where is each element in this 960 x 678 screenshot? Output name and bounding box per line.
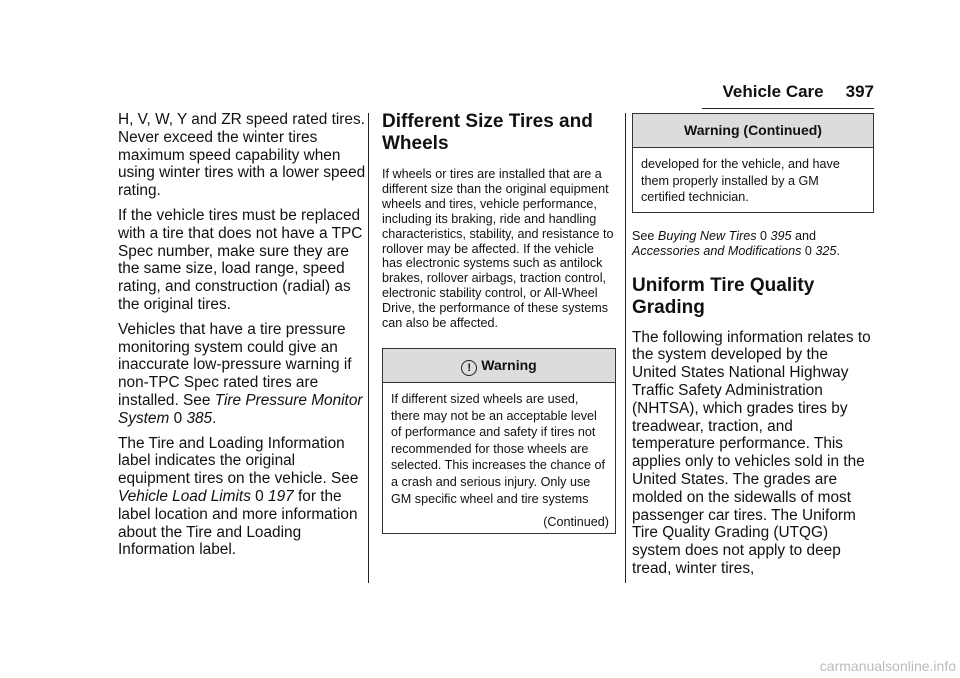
warning-icon: ! [461, 360, 477, 376]
warning-header [383, 349, 615, 383]
heading-utqg: Uniform Tire Quality Grading [632, 274, 815, 318]
link-buying-new-tires[interactable]: Buying New Tires [657, 228, 757, 243]
paragraph-1: H, V, W, Y and ZR speed rated tires. Never exceed the winter tires maximum speed capability when using winter tires with a lower speed rating. [118, 111, 366, 200]
column-3 [632, 113, 874, 578]
paragraph-4-end: for the label location and more information about the Tire and Loading Information label. [118, 487, 358, 559]
link-vehicle-load-limits[interactable]: Vehicle Load Limits [118, 487, 251, 505]
page-header [723, 82, 875, 102]
page-ref-icon: 0 [173, 409, 183, 427]
warning-box [382, 348, 616, 534]
watermark: carmanualsonline.info [819, 658, 956, 674]
and-text: and [795, 228, 817, 243]
column-divider-2 [625, 113, 626, 583]
warning-continued-header: Warning (Continued) [633, 114, 873, 148]
page-ref-icon: 0 [255, 487, 264, 505]
paragraph-3-text: Vehicles that have a tire pressure monitoring system could give an inaccurate low-pressure warning if non-TPC Spec rated tires are installed. See [118, 320, 352, 409]
different-size-body: If wheels or tires are installed that are a different size than the original equipment wheels and tires, vehicle performance, including its braking, ride and handling characteristics, stability, and resistance to rollover may be affected. If the vehicle has electronic systems such as antilock brakes, rollover airbags, traction control, electronic stability control, or All-Wheel Drive, the performance of these systems can also be affected. [382, 167, 614, 331]
warning-continued: (Continued) [543, 515, 609, 530]
page-ref-icon: 0 [804, 243, 812, 258]
paragraph-3: Vehicles that have a tire pressure monitoring system could give an inaccurate low-pressure warning if non-TPC Spec rated tires are installed. See Tire Pressure Monitor System 0 385. [118, 320, 363, 427]
page-number: 397 [845, 82, 874, 101]
warning-text: If different sized wheels are used, there may not be an acceptable level of performance and safety if tires not recommended for those wheels are selected. This increases the chance of a crash and serious injury. Only use GM specific wheel and tire systems [391, 391, 605, 506]
utqg-body: The following information relates to the system developed by the United States National Highway Traffic Safety Administration (NHTSA), which grades tires by treadwear, traction, and temperature performance. This applies only to vehicles sold in the United States. The grades are molded on the sidewalls of most passenger car tires. The Uniform Tire Quality Grading (UTQG) system does not apply to deep tread, winter tires, [632, 328, 871, 577]
link-accessories-modifications[interactable]: Accessories and Modifications [632, 243, 802, 258]
warning-continued-text: developed for the vehicle, and have them properly installed by a GM certified technician. [641, 157, 840, 205]
column-divider-1 [368, 113, 369, 583]
page-ref-385[interactable]: 385 [186, 409, 213, 427]
column-1 [118, 111, 366, 566]
page-ref-395[interactable]: 395 [770, 228, 792, 243]
paragraph-4 [118, 435, 366, 560]
section-title: Vehicle Care [722, 82, 824, 101]
page-ref-325[interactable]: 325 [815, 243, 837, 258]
warning-title: Warning [481, 356, 537, 373]
column-2 [382, 111, 616, 534]
paragraph-4-text: The Tire and Loading Information label indicates the original equipment tires on the vehicle. See [118, 434, 359, 488]
header-rule [702, 108, 874, 109]
page-ref-197[interactable]: 197 [268, 487, 294, 505]
see-also: See Buying New Tires 0 395 and Accessories and Modifications 0 325. [632, 228, 840, 258]
see-text: See [632, 228, 655, 243]
page-ref-icon: 0 [760, 228, 768, 243]
warning-continued-box [632, 113, 874, 213]
link-tire-pressure-monitor[interactable]: Tire Pressure Monitor System [118, 391, 363, 427]
heading-different-size: Different Size Tires and Wheels [382, 111, 593, 154]
paragraph-2: If the vehicle tires must be replaced with a tire that does not have a TPC Spec number, make sure they are the same size, load range, speed rating, and construction (radial) as the original tires. [118, 206, 363, 313]
